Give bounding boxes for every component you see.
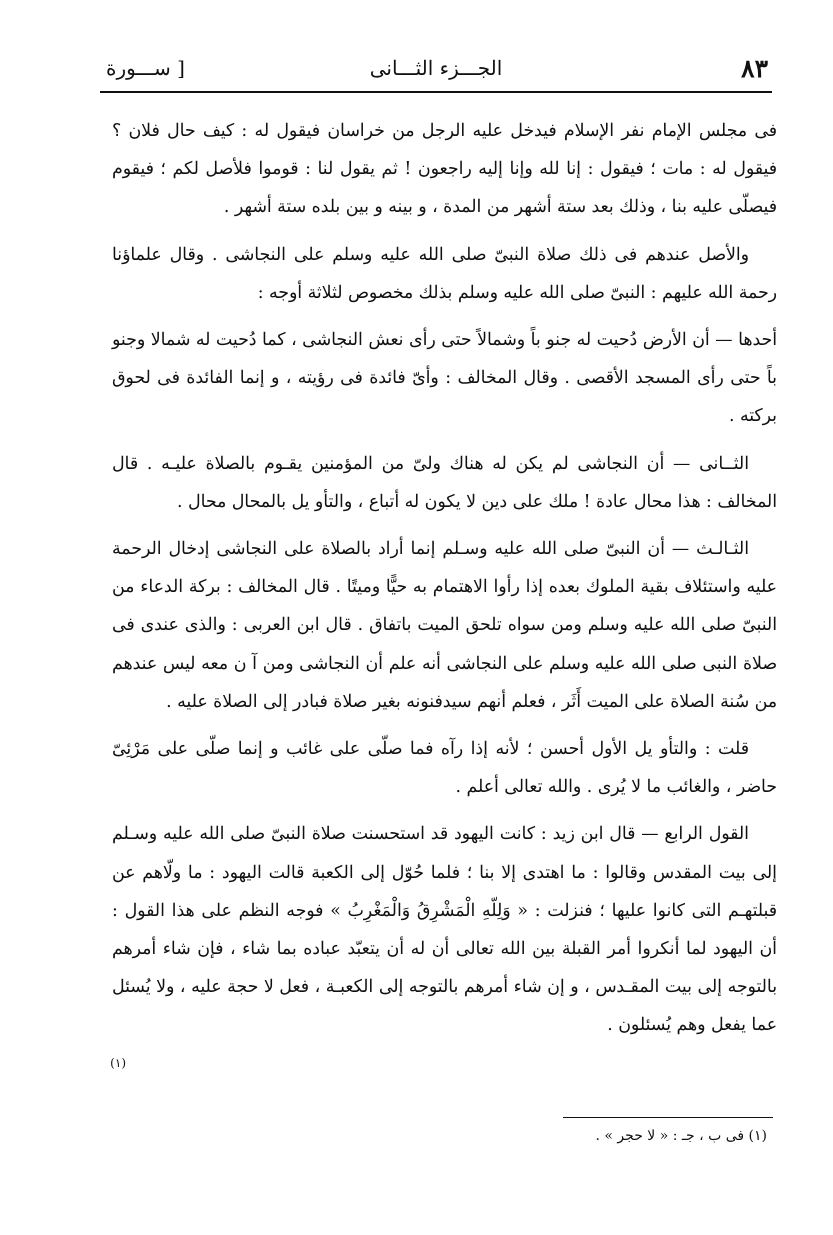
header-rule (100, 91, 772, 93)
paragraph-origin: والأصل عندهم فى ذلك صلاة النبىّ صلى الله عليه وسلم على النجاشى . وقال علماؤنا رحمة الله عليهم : النبىّ صلى الله عليه وسلم بذلك مخصوص لثلاثة أوجه : (112, 244, 777, 303)
paragraph-first-aspect: أحدها — أن الأرض دُحيت له جنو باً وشمالاً حتى رأى نعش النجاشى ، كما دُحيت له شمالا وجنو باً حتى رأى المسجد الأقصى . وقال المخالف : وأىّ فائدة فى رؤيته ، و إنما الفائدة فى لحوق بركته . (112, 330, 777, 427)
page-number: ٨٣ (741, 54, 768, 83)
paragraph-intro: فى مجلس الإمام نفر الإسلام فيدخل عليه الرجل من خراسان فيقول له : كيف حال فلان ؟ فيقول له : مات ؛ فيقول : إنا لله وإنا إليه راجعون ! ثم يقول لنا : قوموا فلأصل لكم ؛ فيقوم فيصلّى عليه بنا ، وذلك بعد ستة أشهر من المدة ، و بينه و بين بلده ستة أشهر . (112, 121, 777, 218)
paragraph-third-aspect: الثـالـث — أن النبىّ صلى الله عليه وسـلم إنما أراد بالصلاة على النجاشى إدخال الرحمة عليه واستئلاف بقية الملوك بعده إذا رأوا الاهتمام به حيًّا وميتًا . قال المخالف : بركة الدعاء من النبىّ صلى الله عليه وسلم ومن سواه تلحق الميت باتفاق . قال ابن العربى : والذى عندى فى صلاة النبى صلى الله عليه وسلم على النجاشى أنه علم أن النجاشى ومن آ ن معه ليس عندهم من سُنة الصلاة على الميت أَثَر ، فعلم أنهم سيدفنونه بغير صلاة فبادر إلى الصلاة عليه . (112, 539, 777, 712)
chapter-reference: [ ســـورة (106, 56, 185, 80)
running-head (100, 50, 772, 86)
footnote-marker: (١) (110, 1056, 126, 1070)
paragraph-fourth-saying: القول الرابع — قال ابن زيد : كانت اليهود قد استحسنت صلاة النبىّ صلى الله عليه وسـلم إلى بيت المقدس وقالوا : ما اهتدى إلا بنا ؛ فلما حُوّل إلى الكعبة قالت اليهود : ما ولّاهم عن قبلتهـم التى كانوا عليها ؛ فنزلت : « وَلِلّهِ الْمَشْرِقُ وَالْمَغْرِبُ » فوجه النظم على هذا القول : أن اليهود لما أنكروا أمر القبلة بين الله تعالى أن له أن يتعبّد عباده بما شاء ، فإن شاء أمرهم بالتوجه إلى بيت المقـدس ، و إن شاء أمرهم بالتوجه إلى الكعبـة ، فعل لا حجة عليه ، ولا يُسئل عما يفعل وهم يُسئلون . (112, 824, 777, 1036)
paragraph-second-aspect: الثــانى — أن النجاشى لم يكن له هناك ولىّ من المؤمنين يقـوم بالصلاة عليـه . قال المخالف : هذا محال عادة ! ملك على دين لا يكون له أتباع ، والتأو يل بالمحال محال . (112, 453, 777, 512)
main-text (112, 112, 777, 1054)
footnote: (١) فى ب ، جـ : « لا حجر » . (595, 1128, 767, 1144)
paragraph-opinion: قلت : والتأو يل الأول أحسن ؛ لأنه إذا رآه فما صلّى على غائب و إنما صلّى على مَرْئِىّ حاضر ، والغائب ما لا يُرى . والله تعالى أعلم . (112, 739, 777, 798)
part-title: الجـــزء الثـــانى (369, 56, 503, 80)
footnote-rule (563, 1117, 773, 1118)
